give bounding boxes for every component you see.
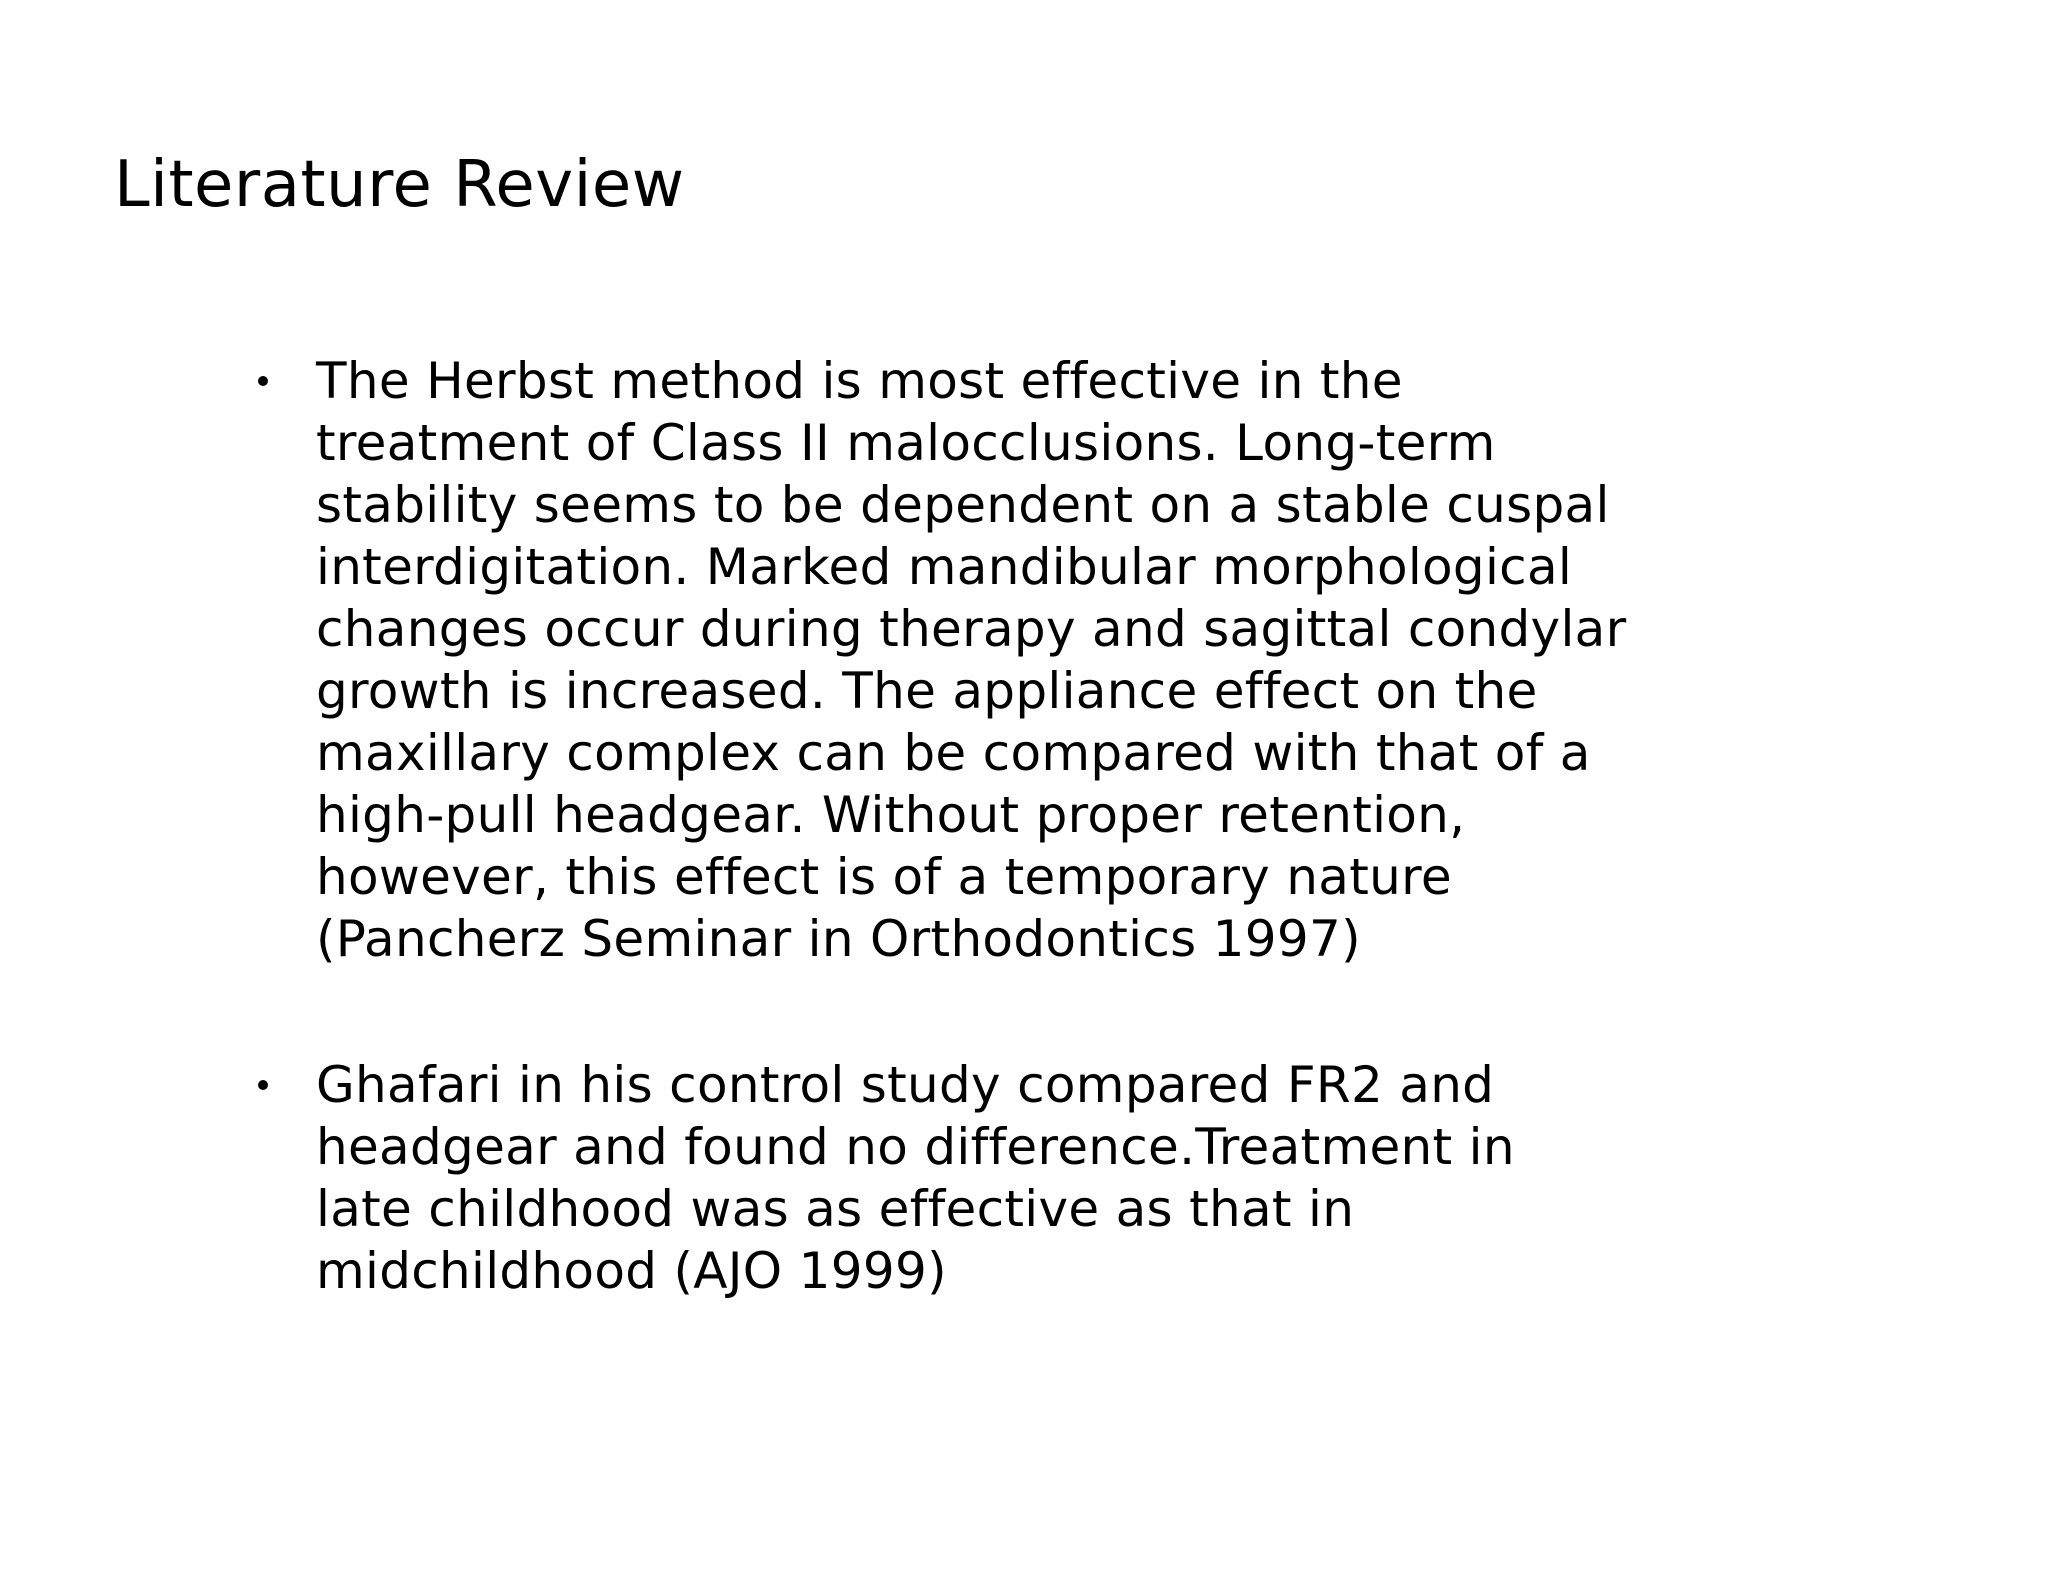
bullet-item — [250, 350, 1700, 970]
slide-title: Literature Review — [114, 148, 685, 222]
bullet-item — [250, 1054, 1700, 1302]
bullet-text: The Herbst method is most effective in the treatment of Class II malocclusions. Long-term stability seems to be dependent on a stable cuspal interdigitation. Marked mandibular morphological changes occur during therapy and sagittal condylar growth is increased. The appliance effect on the maxillary complex can be compared with that of a high-pull headgear. Without proper retention, however, this effect is of a temporary nature (Pancherz Seminar in Orthodontics 1997) — [316, 352, 1627, 968]
bullet-dot-icon — [258, 376, 268, 386]
bullet-dot-icon — [258, 1080, 268, 1090]
bullet-text: Ghafari in his control study compared FR2 and headgear and found no difference.Treatment in late childhood was as effective as that in midchildhood (AJO 1999) — [316, 1056, 1515, 1300]
bullet-list — [250, 350, 1700, 1302]
